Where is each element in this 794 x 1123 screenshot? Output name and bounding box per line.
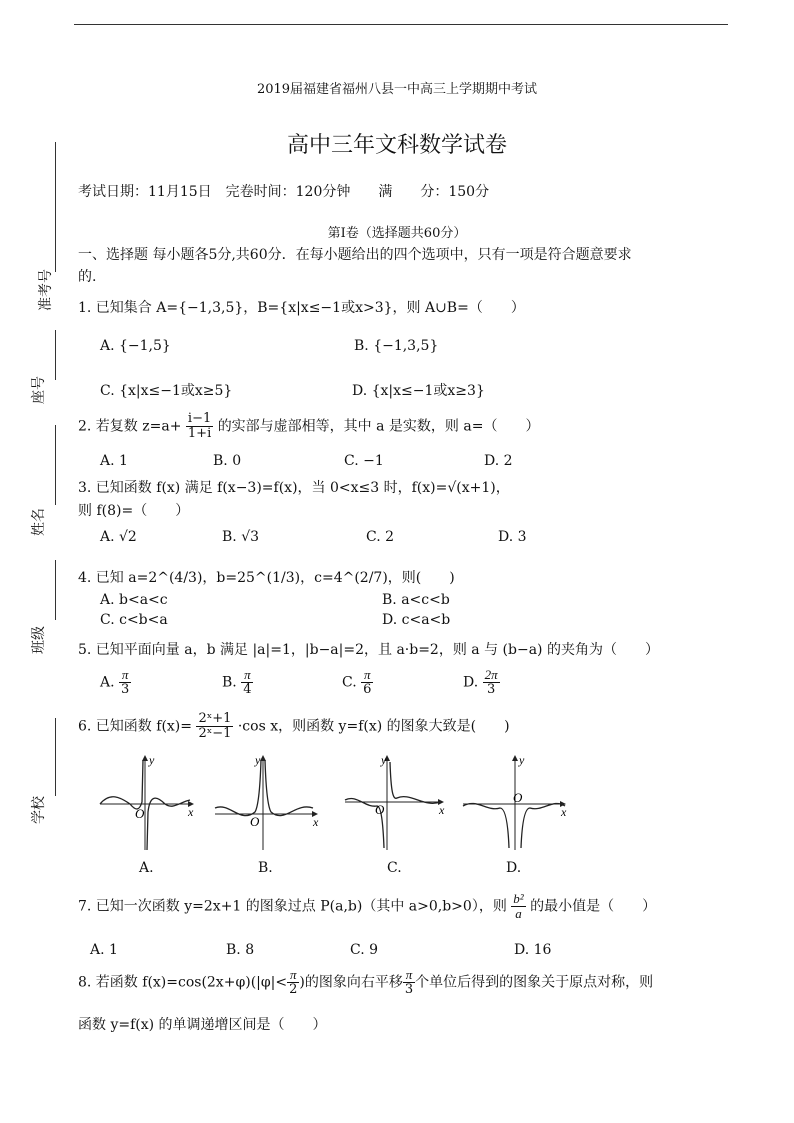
q7-frac-num: b² xyxy=(513,891,524,906)
exam-subtitle: 2019届福建省福州八县一中高三上学期期中考试 xyxy=(256,82,538,97)
q3-option-d: D. 3 xyxy=(498,529,527,545)
q8-stem-post: 个单位后得到的图象关于原点对称，则 xyxy=(415,974,654,991)
q3-stem-line-2: 则 f(8)=（ ） xyxy=(78,503,190,519)
q5-option-c-label: C. xyxy=(342,674,357,691)
q2-option-b: B. 0 xyxy=(213,453,242,469)
graph-b-x: x xyxy=(313,815,319,829)
q8-fraction-1 xyxy=(287,968,299,997)
margin-line xyxy=(55,330,56,380)
label-exam-number: 准考号 xyxy=(38,269,54,311)
q8-fraction-2 xyxy=(403,968,415,997)
q5-c-num: π xyxy=(361,668,373,683)
q5-option-a xyxy=(100,668,131,697)
instruction-line-2: 的. xyxy=(78,269,97,285)
graph-a-x: x xyxy=(188,805,194,819)
graph-b-origin: O xyxy=(250,814,260,829)
q6-graphs xyxy=(95,752,575,852)
graph-a xyxy=(100,753,194,850)
graph-b xyxy=(215,753,319,850)
q2-fraction xyxy=(186,412,213,441)
q4-option-c: C. c<b<a xyxy=(100,612,168,628)
q6-frac-den: 2ˣ−1 xyxy=(198,726,232,741)
label-seat: 座号 xyxy=(31,376,47,404)
q5-option-c xyxy=(342,668,373,697)
binding-margin xyxy=(18,140,54,840)
q8-stem-line-2: 函数 y=f(x) 的单调递增区间是（ ） xyxy=(78,1017,327,1033)
q3-stem-line-1: 3. 已知函数 f(x) 满足 f(x−3)=f(x)，当 0<x≤3 时，f(x)=√(x+1)， xyxy=(78,480,510,496)
exam-info: 考试日期：11月15日 完卷时间：120分钟 满 分：150分 xyxy=(78,184,490,200)
q7-option-d: D. 16 xyxy=(514,942,552,958)
label-class: 班级 xyxy=(31,626,47,654)
graph-c-x: x xyxy=(439,803,445,817)
graph-a-origin: O xyxy=(135,806,145,821)
q5-option-b-label: B. xyxy=(222,674,237,691)
margin-line xyxy=(55,425,56,505)
q2-frac-num: i−1 xyxy=(187,411,212,426)
exam-title: 高中三年文科数学试卷 xyxy=(286,133,507,158)
q6-label-c: C. xyxy=(387,860,402,876)
q3-option-b: B. √3 xyxy=(222,529,260,545)
q4-option-d: D. c<a<b xyxy=(382,612,451,628)
q7-option-b: B. 8 xyxy=(226,942,255,958)
graph-d-y: y xyxy=(519,753,525,767)
q6-frac-num: 2ˣ+1 xyxy=(198,711,232,726)
q7-option-c: C. 9 xyxy=(350,942,379,958)
q3-option-a: A. √2 xyxy=(100,529,137,545)
q2-option-a: A. 1 xyxy=(100,453,128,469)
q5-option-a-label: A. xyxy=(100,674,115,691)
q6-stem-pre: 6. 已知函数 f(x)= xyxy=(78,718,192,735)
q2-stem xyxy=(78,412,539,441)
margin-line xyxy=(55,718,56,796)
graph-d-origin: O xyxy=(513,790,523,805)
q2-option-d: D. 2 xyxy=(484,453,513,469)
q8-stem-pre: 8. 若函数 f(x)=cos(2x+φ)(|φ|< xyxy=(78,974,288,991)
q4-option-a: A. b<a<c xyxy=(100,592,168,608)
q8-frac1-den: 2 xyxy=(289,982,298,997)
q2-stem-post: 的实部与虚部相等，其中 a 是实数，则 a=（ ） xyxy=(217,418,540,435)
graph-c-y: y xyxy=(381,753,387,767)
q5-b-den: 4 xyxy=(243,682,252,697)
q8-stem-line-1 xyxy=(78,968,653,997)
label-name: 姓名 xyxy=(31,508,47,536)
q5-d-den: 3 xyxy=(487,682,496,697)
q5-option-d xyxy=(463,668,500,697)
q6-label-d: D. xyxy=(506,860,522,876)
q5-a-den: 3 xyxy=(121,682,130,697)
graph-a-y: y xyxy=(149,753,155,767)
q7-fraction xyxy=(511,892,525,921)
q6-stem xyxy=(78,712,510,741)
q1-stem: 1. 已知集合 A={−1,3,5}，B={x|x≤−1或x>3}，则 A∪B=（ ） xyxy=(78,300,525,316)
section-title: 第Ⅰ卷（选择题共60分） xyxy=(327,226,467,241)
q5-option-b xyxy=(222,668,253,697)
q2-frac-den: 1+i xyxy=(187,426,212,441)
margin-line xyxy=(55,560,56,620)
q4-option-b: B. a<c<b xyxy=(382,592,450,608)
label-school: 学校 xyxy=(31,796,47,824)
q7-frac-den: a xyxy=(515,906,522,921)
q5-c-den: 6 xyxy=(363,682,372,697)
q8-frac2-den: 3 xyxy=(404,982,414,997)
q5-a-num: π xyxy=(119,668,131,683)
q7-stem-post: 的最小值是（ ） xyxy=(530,898,657,915)
graph-b-y: y xyxy=(255,753,261,767)
q6-fraction xyxy=(196,712,233,741)
instruction-line-1: 一、选择题 每小题各5分,共60分．在每小题给出的四个选项中，只有一项是符合题意要求 xyxy=(78,247,632,263)
graph-d xyxy=(463,753,567,850)
q1-option-a: A. {−1,5} xyxy=(100,338,171,354)
graph-c xyxy=(345,753,445,850)
q1-option-c: C. {x|x≤−1或x≥5} xyxy=(100,383,233,399)
q2-option-c: C. −1 xyxy=(344,453,384,469)
margin-line xyxy=(55,142,56,272)
q6-label-b: B. xyxy=(258,860,273,876)
q2-stem-pre: 2. 若复数 z=a+ xyxy=(78,418,182,435)
q7-stem xyxy=(78,892,656,921)
q7-option-a: A. 1 xyxy=(90,942,118,958)
q5-d-num: 2π xyxy=(484,667,498,682)
top-rule xyxy=(74,24,728,25)
q5-b-num: π xyxy=(241,668,253,683)
graph-c-origin: O xyxy=(375,802,385,817)
q4-stem: 4. 已知 a=2^(4/3)，b=25^(1/3)，c=4^(2/7)，则( ) xyxy=(78,570,455,586)
q1-option-d: D. {x|x≤−1或x≥3} xyxy=(352,383,485,399)
q5-stem: 5. 已知平面向量 a，b 满足 |a|=1，|b−a|=2，且 a·b=2，则 a 与 (b−a) 的夹角为（ ） xyxy=(78,642,659,658)
q1-option-b: B. {−1,3,5} xyxy=(354,338,439,354)
q8-frac2-num: π xyxy=(403,968,415,983)
q6-label-a: A. xyxy=(139,860,154,876)
q5-option-d-label: D. xyxy=(463,674,479,691)
q8-frac1-num: π xyxy=(287,968,299,983)
q3-option-c: C. 2 xyxy=(366,529,395,545)
q6-stem-post: ·cos x，则函数 y=f(x) 的图象大致是( ) xyxy=(237,718,510,735)
q8-stem-mid: )的图象向右平移 xyxy=(299,974,403,991)
q7-stem-pre: 7. 已知一次函数 y=2x+1 的图象过点 P(a,b)（其中 a>0,b>0），则 xyxy=(78,898,507,915)
graph-d-x: x xyxy=(561,805,567,819)
